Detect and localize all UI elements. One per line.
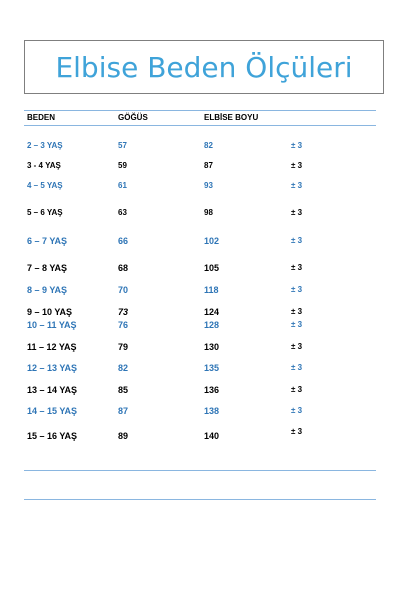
cell-length: 124 — [204, 307, 220, 317]
cell-size: 14 – 15 YAŞ — [27, 406, 78, 416]
cell-size: 3 - 4 YAŞ — [27, 161, 61, 170]
cell-length: 102 — [204, 236, 220, 246]
divider-top — [24, 110, 376, 111]
cell-length: 140 — [204, 431, 220, 441]
cell-length: 128 — [204, 320, 220, 330]
cell-chest: 85 — [118, 385, 129, 395]
cell-chest: 63 — [118, 208, 127, 217]
header-size: BEDEN — [27, 113, 56, 122]
cell-chest: 57 — [118, 141, 127, 150]
cell-tolerance: ± 3 — [291, 307, 303, 316]
cell-tolerance: ± 3 — [291, 208, 303, 217]
cell-length: 136 — [204, 385, 220, 395]
cell-length: 138 — [204, 406, 220, 416]
cell-tolerance: ± 3 — [291, 406, 303, 415]
cell-size: 10 – 11 YAŞ — [27, 320, 77, 330]
cell-chest: 68 — [118, 263, 129, 273]
cell-size: 5 – 6 YAŞ — [27, 208, 63, 217]
cell-chest: 76 — [118, 320, 129, 330]
cell-chest: 89 — [118, 431, 129, 441]
cell-chest: 59 — [118, 161, 127, 170]
header-chest: GÖĞÜS — [118, 113, 148, 122]
cell-size: 12 – 13 YAŞ — [27, 363, 78, 373]
cell-chest: 66 — [118, 236, 129, 246]
cell-chest: 73 — [118, 307, 129, 317]
cell-tolerance: ± 3 — [291, 161, 303, 170]
cell-tolerance: ± 3 — [291, 385, 303, 394]
divider-bottom-1 — [24, 470, 376, 471]
cell-size: 6 – 7 YAŞ — [27, 236, 68, 246]
page-title: Elbise Beden Ölçüleri — [55, 50, 353, 84]
cell-size: 4 – 5 YAŞ — [27, 181, 63, 190]
header-length: ELBİSE BOYU — [204, 113, 259, 122]
cell-length: 118 — [204, 285, 219, 295]
cell-tolerance: ± 3 — [291, 263, 303, 272]
divider-bottom-2 — [24, 499, 376, 500]
cell-tolerance: ± 3 — [291, 363, 303, 372]
cell-tolerance: ± 3 — [291, 285, 303, 294]
cell-tolerance: ± 3 — [291, 427, 303, 436]
cell-chest: 82 — [118, 363, 129, 373]
cell-length: 93 — [204, 181, 213, 190]
divider-header — [24, 125, 376, 126]
cell-size: 11 – 12 YAŞ — [27, 342, 77, 352]
cell-tolerance: ± 3 — [291, 236, 303, 245]
cell-tolerance: ± 3 — [291, 181, 303, 190]
cell-length: 105 — [204, 263, 220, 273]
cell-size: 15 – 16 YAŞ — [27, 431, 78, 441]
cell-chest: 87 — [118, 406, 129, 416]
title-box — [24, 40, 384, 94]
cell-length: 135 — [204, 363, 220, 373]
cell-size: 7 – 8 YAŞ — [27, 263, 68, 273]
cell-length: 98 — [204, 208, 213, 217]
cell-length: 130 — [204, 342, 220, 352]
cell-size: 13 – 14 YAŞ — [27, 385, 78, 395]
cell-size: 8 – 9 YAŞ — [27, 285, 68, 295]
cell-size: 2 – 3 YAŞ — [27, 141, 63, 150]
cell-length: 87 — [204, 161, 213, 170]
cell-tolerance: ± 3 — [291, 342, 303, 351]
cell-chest: 61 — [118, 181, 127, 190]
cell-chest: 79 — [118, 342, 129, 352]
cell-tolerance: ± 3 — [291, 320, 303, 329]
cell-tolerance: ± 3 — [291, 141, 303, 150]
cell-length: 82 — [204, 141, 213, 150]
cell-size: 9 – 10 YAŞ — [27, 307, 73, 317]
cell-chest: 70 — [118, 285, 129, 295]
